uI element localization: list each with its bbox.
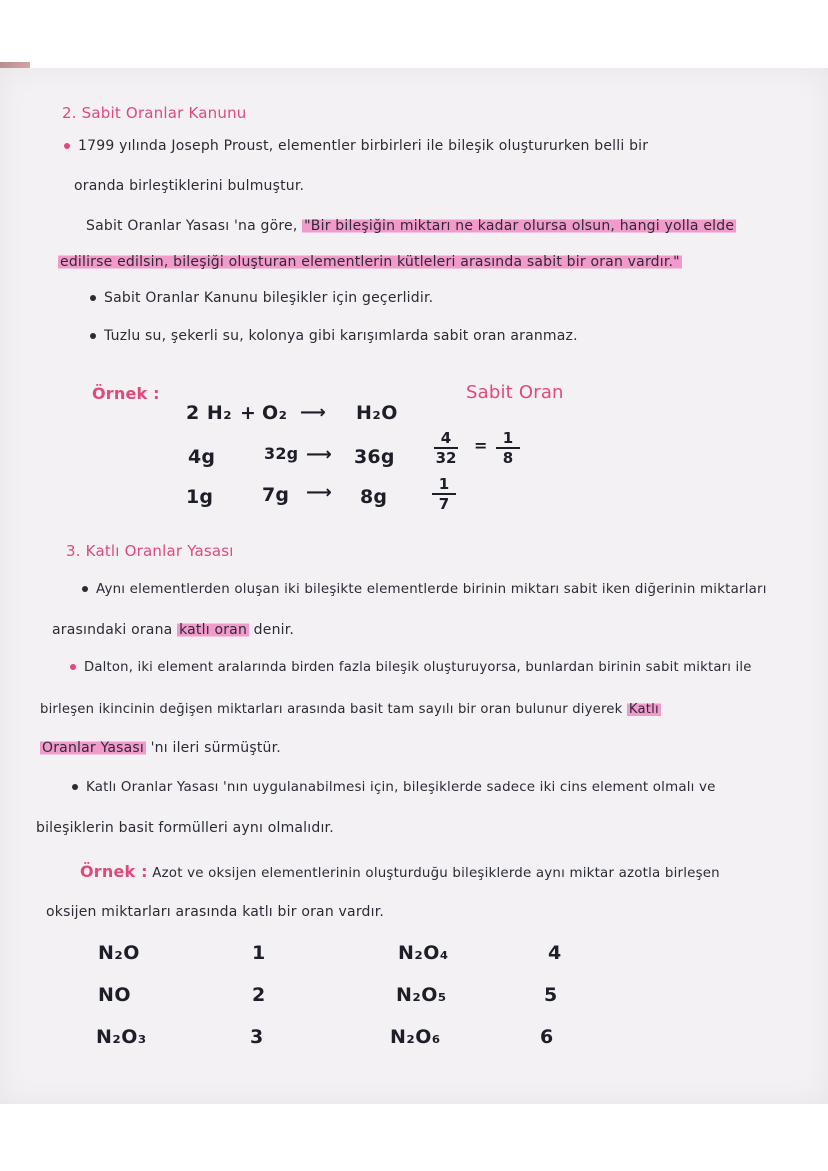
mass-h2-ratio: 1g xyxy=(186,486,214,508)
reaction-arrow-icon: ⟶ xyxy=(306,444,333,465)
section-3-p2-line3 xyxy=(40,740,281,756)
reactant-o2: O₂ xyxy=(262,402,288,424)
example-1-label: Örnek : xyxy=(92,384,160,403)
section-2-paragraph-2 xyxy=(86,218,736,234)
section-3-p2-line1: Dalton, iki element aralarında birden fazla bileşik oluşturuyorsa, bunlardan birinin sabit miktarı ile xyxy=(84,660,752,675)
mass-h2: 4g xyxy=(188,446,216,468)
fraction-1-7 xyxy=(432,476,456,512)
section-3-p1-line2 xyxy=(52,622,294,638)
bullet-icon xyxy=(82,586,88,592)
fraction-4-32 xyxy=(434,430,458,466)
section-2-p1-line2: oranda birleştiklerini bulmuştur. xyxy=(74,178,305,194)
section-2-paragraph-4 xyxy=(90,328,578,344)
fraction-numerator: 4 xyxy=(440,429,452,447)
section-2-p2-highlight-2: edilirse edilsin, bileşiği oluşturan elementlerin kütleleri arasında sabit bir oran vardır." xyxy=(60,254,680,270)
section-2-p2-line2 xyxy=(58,254,682,270)
fraction-1-8 xyxy=(496,430,520,466)
fraction-denominator: 7 xyxy=(438,495,450,513)
compound-n2o6: N₂O₆ xyxy=(390,1026,441,1048)
section-2-p4-text: Tuzlu su, şekerli su, kolonya gibi karışımlarda sabit oran aranmaz. xyxy=(104,328,578,344)
section-3-paragraph-3 xyxy=(72,780,716,795)
product-h2o: H₂O xyxy=(356,402,398,424)
section-3-p3-line1: Katlı Oranlar Yasası 'nın uygulanabilmesi için, bileşiklerde sadece iki cins element olmalı ve xyxy=(86,780,716,795)
fraction-numerator: 1 xyxy=(502,429,514,447)
section-2-p3-text: Sabit Oranlar Kanunu bileşikler için geçerlidir. xyxy=(104,290,434,306)
section-3-p1-line1: Aynı elementlerden oluşan iki bileşikte elementlerde birinin miktarı sabit iken diğerinin miktarları xyxy=(96,582,767,597)
bullet-icon xyxy=(90,333,96,339)
mass-o2-ratio: 7g xyxy=(262,484,290,506)
section-2-p2-highlight-1: "Bir bileşiğin miktarı ne kadar olursa olsun, hangi yolla elde xyxy=(304,218,735,234)
section-3-p1-suffix: denir. xyxy=(249,622,295,638)
section-2-paragraph-1 xyxy=(64,138,648,154)
example-2-line1 xyxy=(80,862,720,881)
reactant-h2: 2 H₂ xyxy=(186,402,233,424)
compound-n2o3: N₂O₃ xyxy=(96,1026,147,1048)
example-2-text-1: Azot ve oksijen elementlerinin oluşturduğu bileşiklerde aynı miktar azotla birleşen xyxy=(152,866,720,881)
example-2-label: Örnek : xyxy=(80,862,148,881)
section-3-p2-line2 xyxy=(40,702,661,717)
mass-o2: 32g xyxy=(264,444,299,463)
compound-n2o5: N₂O₅ xyxy=(396,984,447,1006)
ratio-3: 3 xyxy=(250,1026,264,1048)
fraction-denominator: 8 xyxy=(502,449,514,467)
bullet-icon xyxy=(64,143,70,149)
ratio-1: 1 xyxy=(252,942,266,964)
fraction-numerator: 1 xyxy=(438,475,450,493)
bullet-icon xyxy=(70,664,76,670)
section-3-title: 3. Katlı Oranlar Yasası xyxy=(66,542,234,560)
bullet-icon xyxy=(72,784,78,790)
section-3-p2-suffix: 'nı ileri sürmüştür. xyxy=(145,740,281,756)
section-2-p2-prefix: Sabit Oranlar Yasası 'na göre, xyxy=(86,218,303,234)
section-3-paragraph-2 xyxy=(70,660,752,675)
compound-no: NO xyxy=(98,984,132,1006)
section-3-paragraph-1 xyxy=(82,582,767,597)
compound-n2o: N₂O xyxy=(98,942,140,964)
notebook-page xyxy=(0,68,828,1104)
oranlar-yasasi-highlight: Oranlar Yasası xyxy=(42,740,144,756)
equals-sign: = xyxy=(474,436,488,455)
ratio-6: 6 xyxy=(540,1026,554,1048)
section-2-title: 2. Sabit Oranlar Kanunu xyxy=(62,104,247,122)
section-3-p3-line2: bileşiklerin basit formülleri aynı olmalıdır. xyxy=(36,820,334,836)
mass-h2o: 36g xyxy=(354,446,395,468)
ratio-4: 4 xyxy=(548,942,562,964)
katli-oran-highlight: katlı oran xyxy=(179,622,248,638)
sabit-oran-label: Sabit Oran xyxy=(466,382,564,403)
section-3-p1-prefix: arasındaki orana xyxy=(52,622,178,638)
reaction-arrow-icon: ⟶ xyxy=(306,482,333,503)
example-2-line2: oksijen miktarları arasında katlı bir oran vardır. xyxy=(46,904,385,920)
fraction-denominator: 32 xyxy=(435,449,457,467)
ratio-2: 2 xyxy=(252,984,266,1006)
section-2-p1-line1: 1799 yılında Joseph Proust, elementler birbirleri ile bileşik oluştururken belli bir xyxy=(78,138,649,154)
section-2-paragraph-3 xyxy=(90,290,433,306)
mass-h2o-ratio: 8g xyxy=(360,486,388,508)
compound-n2o4: N₂O₄ xyxy=(398,942,449,964)
ratio-5: 5 xyxy=(544,984,558,1006)
section-3-p2-prefix: birleşen ikincinin değişen miktarları arasında basit tam sayılı bir oran bulunur diyerek xyxy=(40,702,627,717)
plus-sign: + xyxy=(240,402,257,424)
katli-highlight: Katlı xyxy=(628,702,659,717)
bullet-icon xyxy=(90,295,96,301)
reaction-arrow-icon: ⟶ xyxy=(300,402,327,423)
